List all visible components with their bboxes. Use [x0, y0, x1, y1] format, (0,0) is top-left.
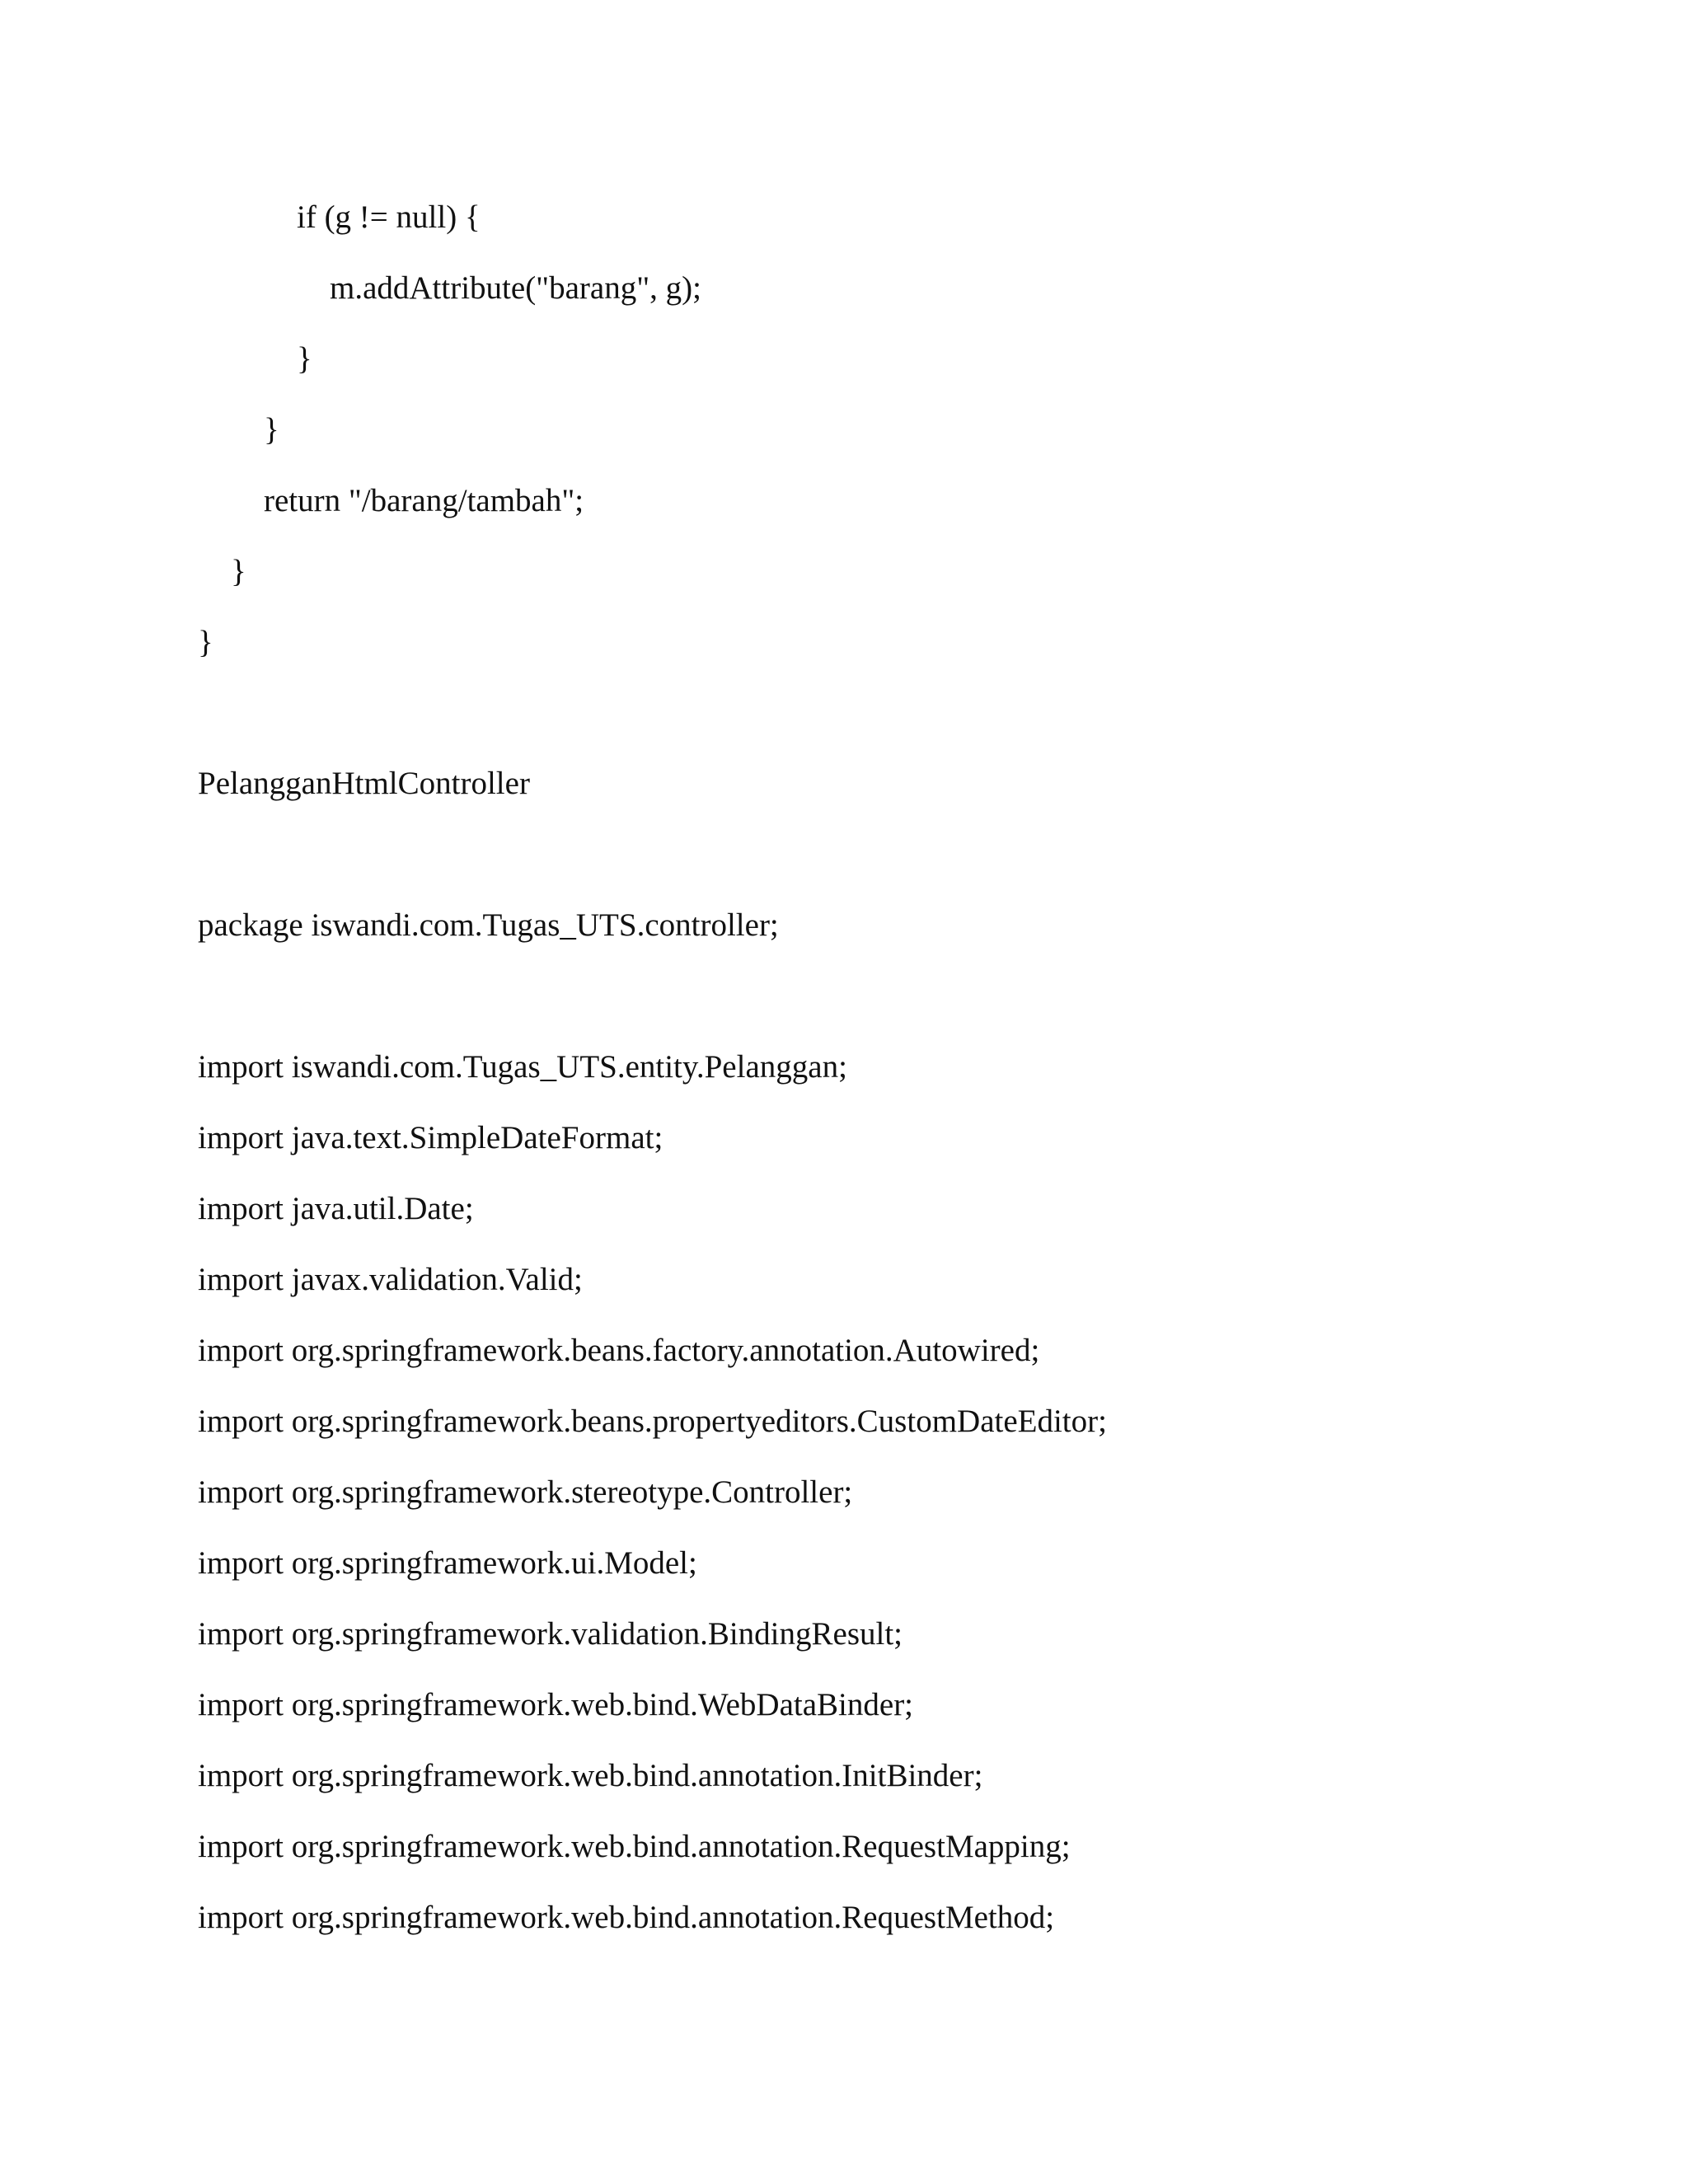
import-line: import org.springframework.stereotype.Controller;: [198, 1474, 853, 1510]
code-line: }: [264, 412, 279, 448]
code-line: }: [297, 341, 312, 377]
import-line: import org.springframework.web.bind.annotation.RequestMapping;: [198, 1829, 1071, 1864]
import-line: import org.springframework.beans.propertyeditors.CustomDateEditor;: [198, 1404, 1107, 1439]
import-line: import org.springframework.beans.factory.annotation.Autowired;: [198, 1333, 1040, 1368]
code-line: m.addAttribute("barang", g);: [330, 270, 701, 306]
code-line: }: [198, 625, 213, 660]
section-title: PelangganHtmlController: [198, 766, 530, 801]
import-line: import org.springframework.web.bind.annotation.RequestMethod;: [198, 1900, 1055, 1935]
import-line: import java.text.SimpleDateFormat;: [198, 1120, 663, 1155]
import-line: import org.springframework.ui.Model;: [198, 1545, 697, 1581]
import-line: import org.springframework.web.bind.WebDataBinder;: [198, 1687, 914, 1722]
import-line: import org.springframework.web.bind.annotation.InitBinder;: [198, 1758, 983, 1793]
import-line: import iswandi.com.Tugas_UTS.entity.Pelanggan;: [198, 1049, 847, 1085]
code-line: return "/barang/tambah";: [264, 483, 584, 518]
import-line: import org.springframework.validation.BindingResult;: [198, 1616, 903, 1652]
import-line: import java.util.Date;: [198, 1191, 474, 1226]
package-line: package iswandi.com.Tugas_UTS.controller;: [198, 907, 779, 943]
code-line: }: [231, 554, 246, 589]
import-line: import javax.validation.Valid;: [198, 1262, 583, 1297]
code-line: if (g != null) {: [297, 199, 481, 235]
